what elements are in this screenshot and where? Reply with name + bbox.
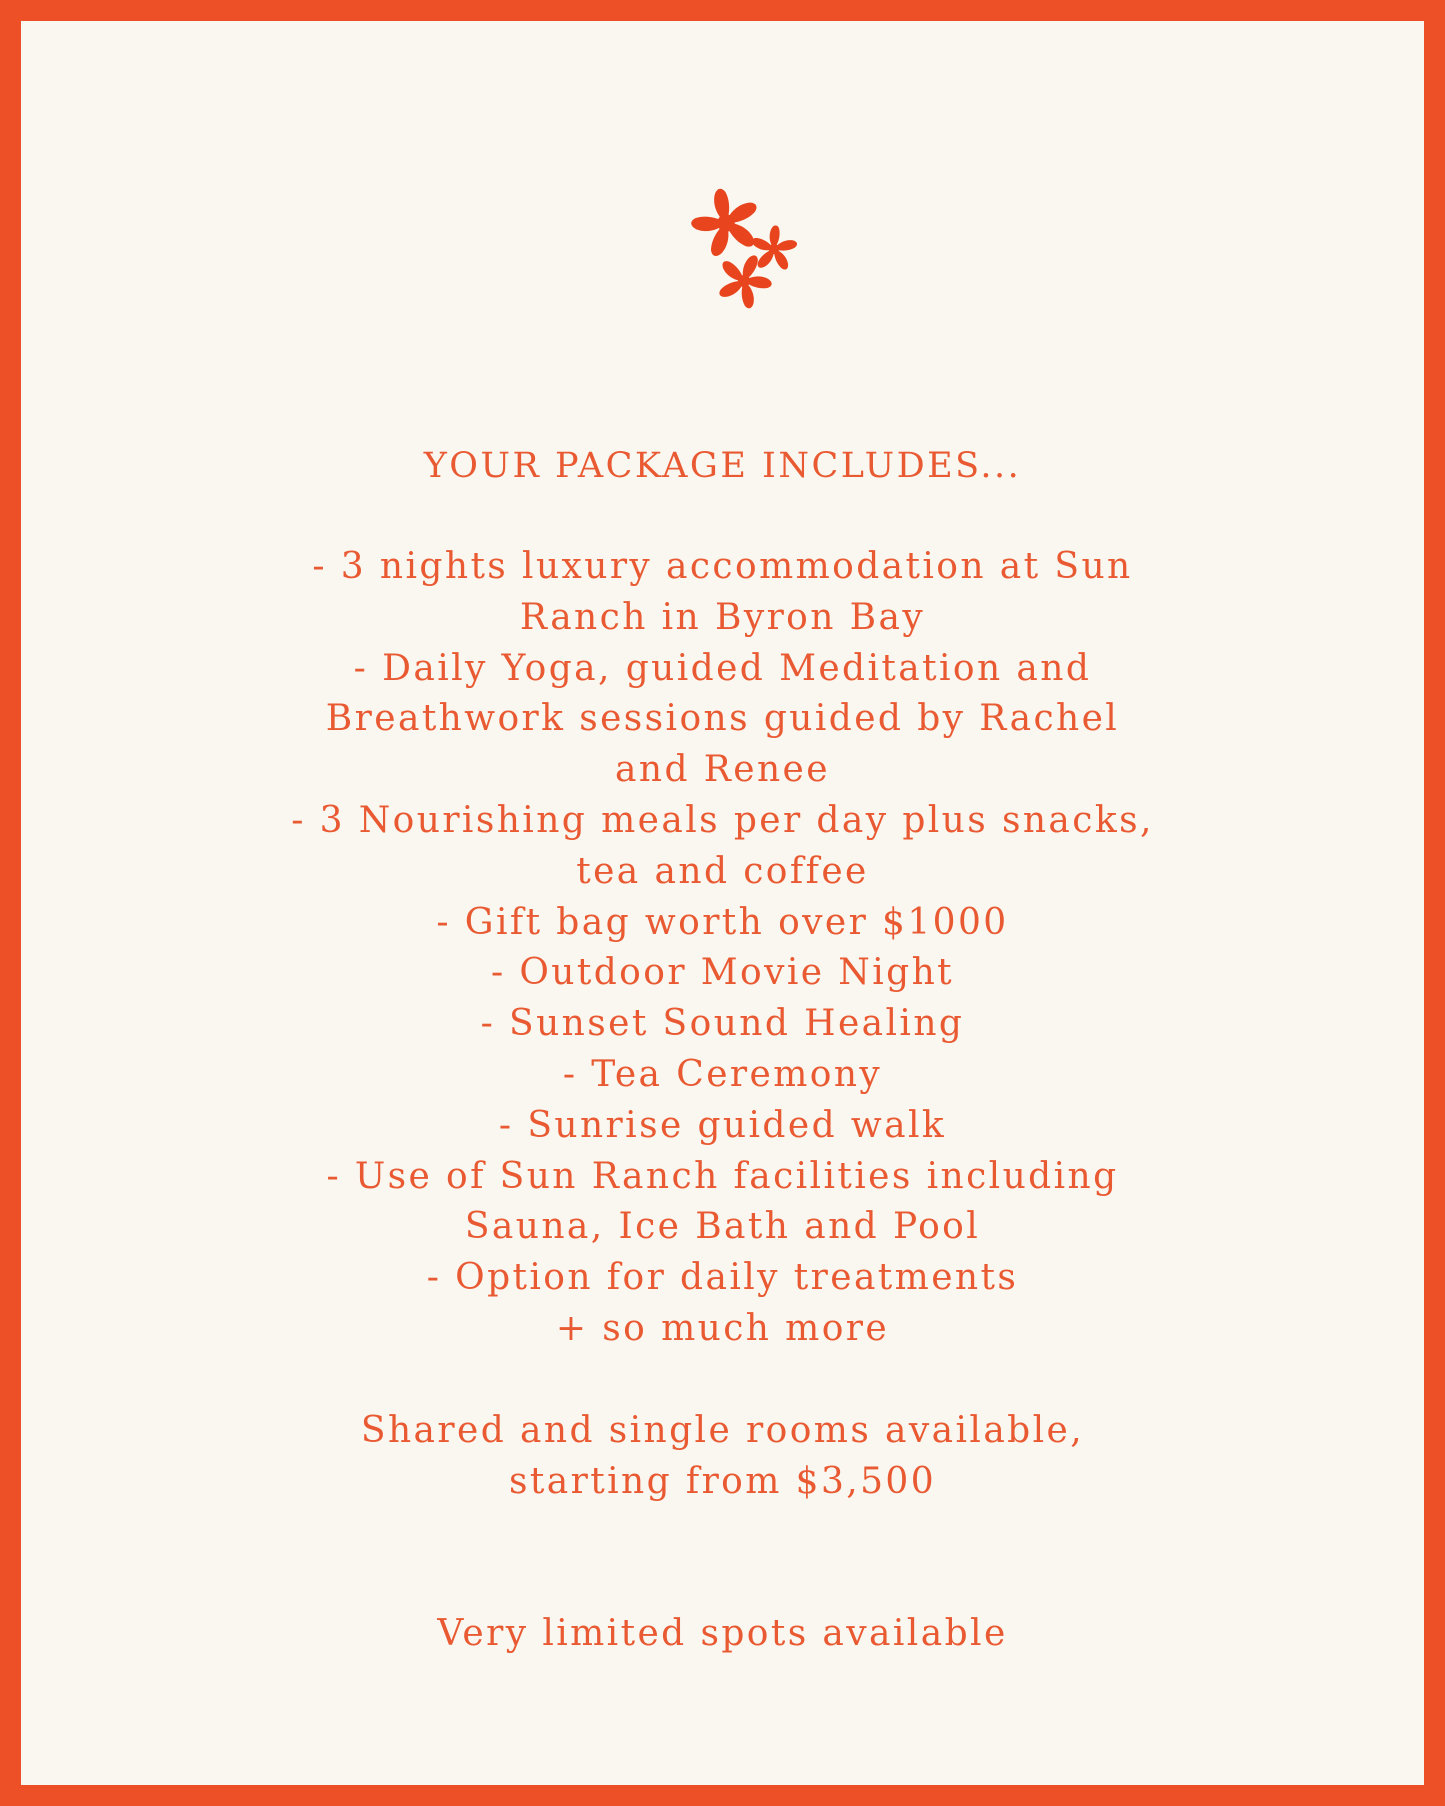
package-list — [21, 542, 1424, 1355]
package-line: - Tea Ceremony — [562, 1053, 883, 1095]
pricing-info — [21, 1406, 1424, 1508]
package-line: - Use of Sun Ranch facilities including — [326, 1155, 1119, 1197]
package-line: - Outdoor Movie Night — [490, 952, 955, 994]
package-line: - 3 Nourishing meals per day plus snacks, — [291, 799, 1154, 841]
package-line: - Daily Yoga, guided Meditation and — [353, 647, 1092, 689]
pricing-line: Shared and single rooms available, — [360, 1409, 1085, 1451]
three-flowers-icon — [676, 181, 811, 316]
package-line: Sauna, Ice Bath and Pool — [464, 1206, 981, 1248]
package-heading: YOUR PACKAGE INCLUDES... — [423, 446, 1022, 486]
pricing-line: starting from $3,500 — [508, 1460, 937, 1502]
package-line: Ranch in Byron Bay — [519, 596, 926, 638]
package-line: tea and coffee — [576, 850, 869, 892]
package-line: + so much more — [555, 1307, 890, 1349]
availability-note — [21, 1609, 1424, 1660]
package-line: - Gift bag worth over $1000 — [436, 901, 1009, 943]
package-line: - Sunset Sound Healing — [480, 1003, 965, 1045]
package-line: Breathwork sessions guided by Rachel — [325, 698, 1120, 740]
package-line: and Renee — [615, 749, 830, 791]
package-line: - Sunrise guided walk — [498, 1104, 947, 1146]
availability-line: Very limited spots available — [437, 1613, 1008, 1655]
package-line: - 3 nights luxury accommodation at Sun — [312, 546, 1133, 587]
package-line: - Option for daily treatments — [426, 1257, 1019, 1299]
package-content — [21, 441, 1424, 1660]
